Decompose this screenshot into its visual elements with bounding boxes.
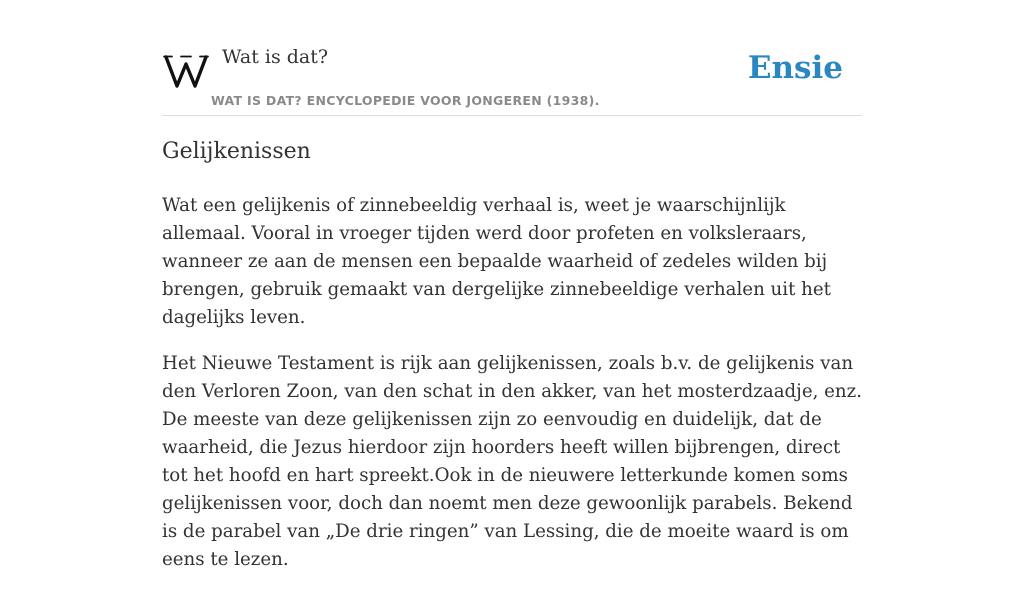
book-subtitle: WAT IS DAT? ENCYCLOPEDIE VOOR JONGEREN (1938). xyxy=(211,93,600,108)
entry-paragraph: Wat een gelijkenis of zinnebeeldig verhaal is, weet je waarschijnlijk allemaal. Vooral in vroeger tijden werd door profeten en volksleraars, wanneer ze aan de mensen een bepaalde waarheid of zedeles wilden bij brengen, gebruik gemaakt van dergelijke zinnebeeldige verhalen uit het dagelijks leven. xyxy=(162,195,831,328)
wikipedia-w-icon[interactable] xyxy=(164,53,208,89)
entry-title: Gelijkenissen xyxy=(162,139,311,164)
entry-paragraph: Het Nieuwe Testament is rijk aan gelijkenissen, zoals b.v. de gelijkenis van den Verloren Zoon, van den schat in den akker, van het mosterdzaadje, enz. De meeste van deze gelijkenissen zijn zo eenvoudig en duidelijk, dat de waarheid, die Jezus hierdoor zijn hoorders heeft willen bijbrengen, direct tot het hoofd en hart spreekt.Ook in de nieuwere letterkunde komen soms gelijkenissen voor, doch dan noemt men deze gewoonlijk parabels. Bekend is de parabel van „De drie ringen” van Lessing, die de moeite waard is om eens te lezen. xyxy=(162,353,862,570)
entry-body xyxy=(162,192,862,592)
header-divider xyxy=(162,115,862,116)
brand-logo-link[interactable]: Ensie xyxy=(747,50,843,86)
book-title[interactable]: Wat is dat? xyxy=(222,46,329,68)
